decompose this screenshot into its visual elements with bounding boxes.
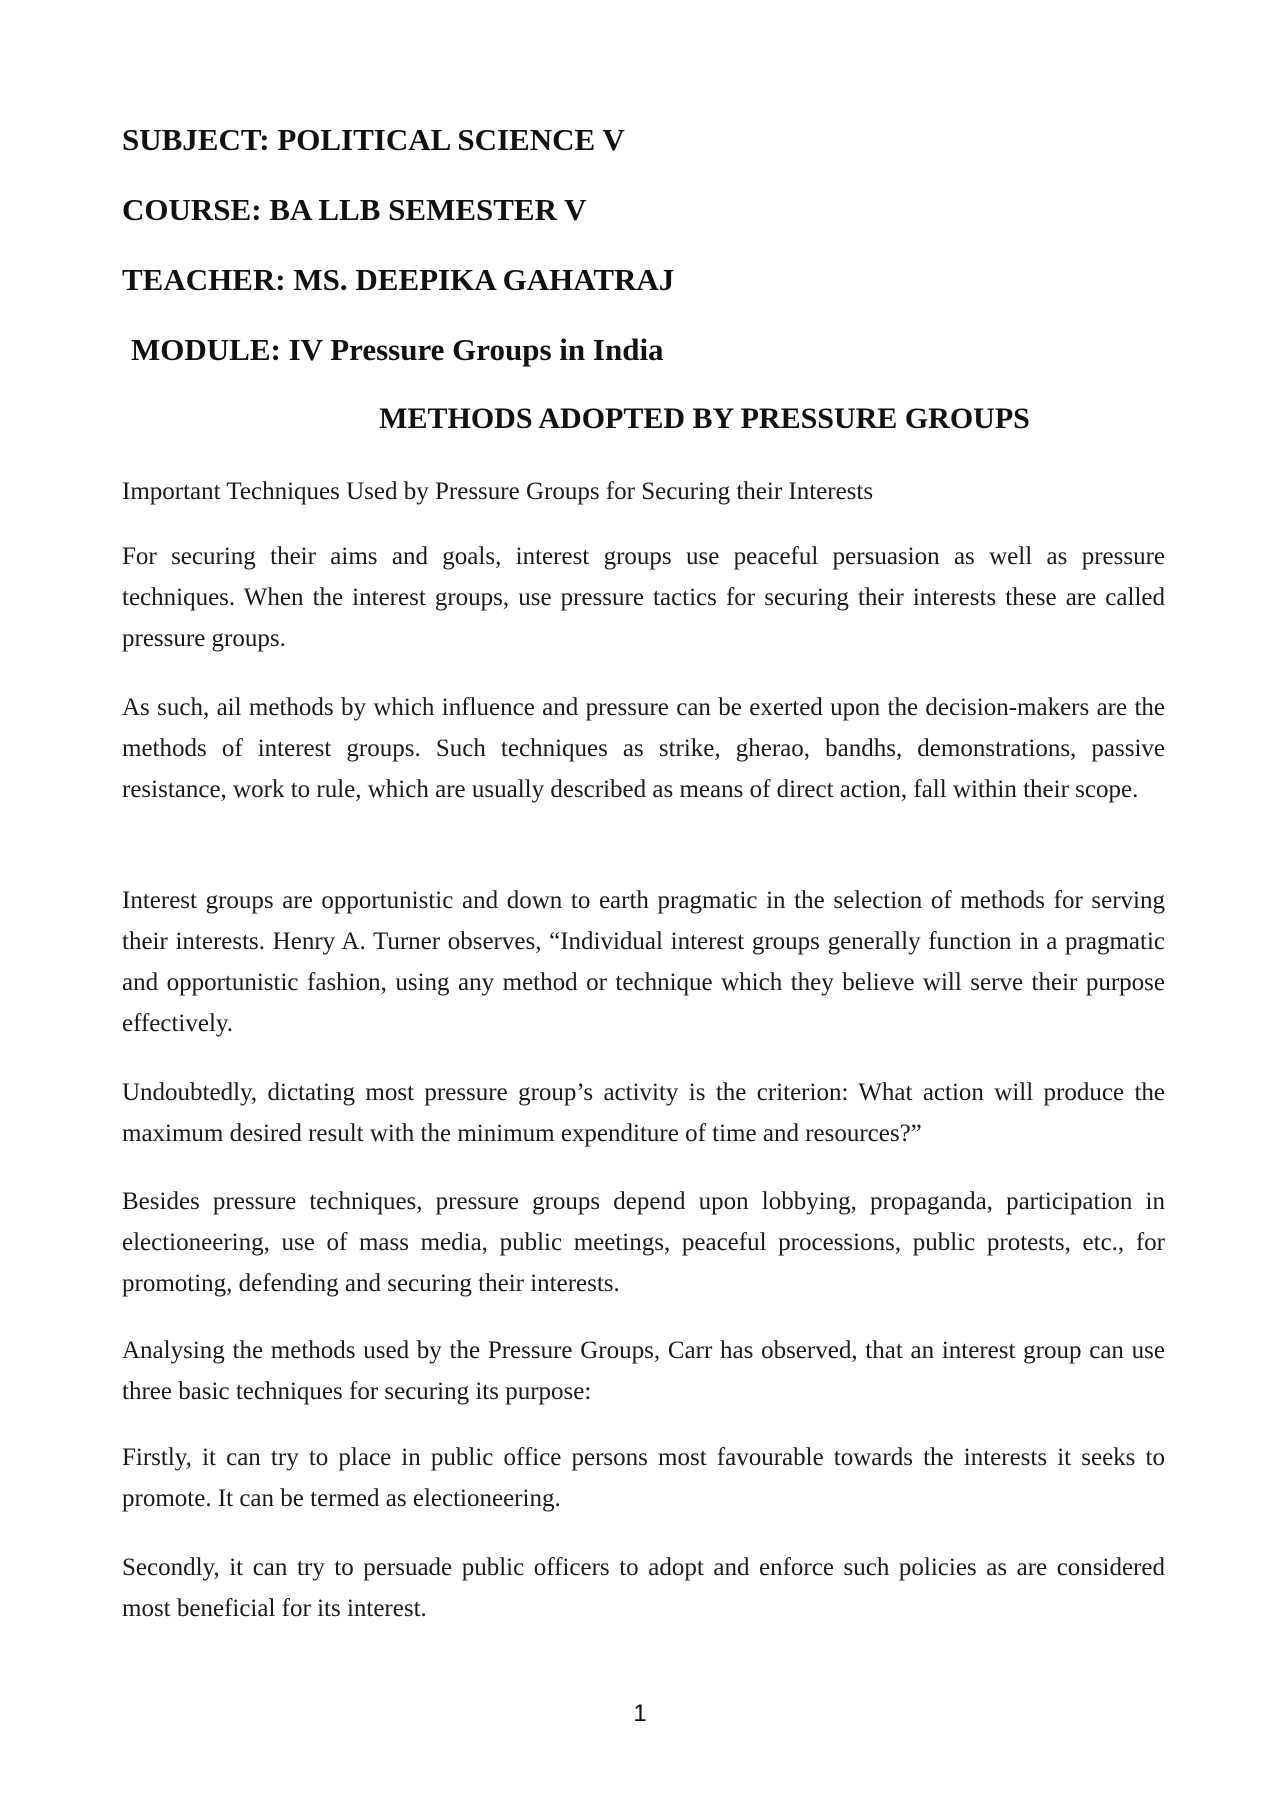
- subject-heading: SUBJECT: POLITICAL SCIENCE V: [122, 122, 625, 157]
- paragraph: Besides pressure techniques, pressure groups depend upon lobbying, propaganda, participation in electioneering, use of mass media, public meetings, peaceful processions, public protests, etc., for promoting, defending and securing their interests.: [122, 1188, 1165, 1297]
- module-heading: MODULE: IV Pressure Groups in India: [131, 332, 664, 367]
- course-heading: COURSE: BA LLB SEMESTER V: [122, 192, 587, 227]
- paragraph: As such, ail methods by which influence and pressure can be exerted upon the decision-makers are the methods of interest groups. Such techniques as strike, gherao, bandhs, demonstrations, passive resistance, work to rule, which are usually described as means of direct action, fall within their scope.: [122, 694, 1165, 803]
- paragraph: Undoubtedly, dictating most pressure group’s activity is the criterion: What action will produce the maximum desired result with the minimum expenditure of time and resources?”: [122, 1079, 1165, 1147]
- teacher-heading: TEACHER: MS. DEEPIKA GAHATRAJ: [122, 262, 675, 297]
- page-number: 1: [633, 1700, 647, 1727]
- paragraph: Firstly, it can try to place in public office persons most favourable towards the interests it seeks to promote. It can be termed as electioneering.: [122, 1444, 1165, 1512]
- paragraph: For securing their aims and goals, interest groups use peaceful persuasion as well as pressure techniques. When the interest groups, use pressure tactics for securing their interests these are called pressure groups.: [122, 543, 1165, 652]
- paragraph: Analysing the methods used by the Pressure Groups, Carr has observed, that an interest group can use three basic techniques for securing its purpose:: [122, 1337, 1165, 1405]
- intro-line: Important Techniques Used by Pressure Groups for Securing their Interests: [122, 478, 874, 505]
- paragraph: Secondly, it can try to persuade public officers to adopt and enforce such policies as are considered most beneficial for its interest.: [122, 1554, 1165, 1622]
- paragraph: Interest groups are opportunistic and down to earth pragmatic in the selection of methods for serving their interests. Henry A. Turner observes, “Individual interest groups generally function in a pragmatic and opportunistic fashion, using any method or technique which they believe will serve their purpose effectively.: [122, 887, 1165, 1037]
- document-title: METHODS ADOPTED BY PRESSURE GROUPS: [379, 402, 1030, 435]
